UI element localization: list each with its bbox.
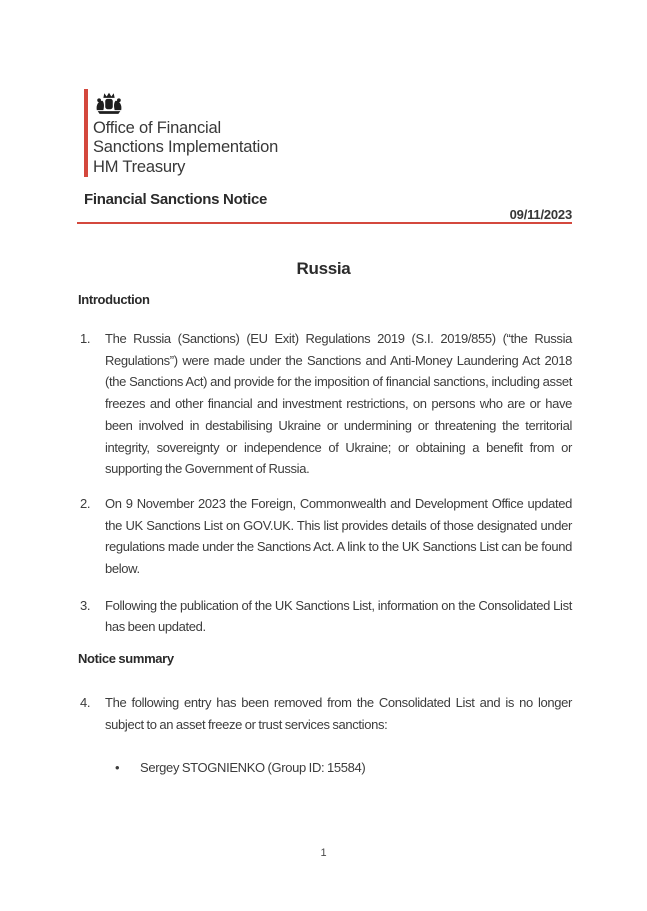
- notice-type-heading: Financial Sanctions Notice: [84, 191, 268, 208]
- document-title: Russia: [296, 259, 351, 278]
- bullet-icon: •: [115, 759, 120, 775]
- logo-line-3: HM Treasury: [93, 157, 186, 176]
- paragraph-1-text: The Russia (Sanctions) (EU Exit) Regulations 2019 (S.I. 2019/855) (“the Russia Regulations”) were made under the Sanctions and Anti-Money Laundering Act 2018 (the Sanctions Act) and provide for the imposition of financial sanctions, including asset freezes and other financial and investment restrictions, on persons who are or have been involved in destabilising Ukraine or undermining or threatening the territorial integrity, sovereignty or independence of Ukraine; or obtaining a benefit from or supporting the Government of Russia.: [105, 331, 572, 477]
- logo-line-1: Office of Financial: [93, 119, 221, 137]
- paragraph-2-text: On 9 November 2023 the Foreign, Commonwealth and Development Office updated the UK Sanctions List on GOV.UK. This list provides details of those designated under regulations made under the Sanctions Act. A link to the UK Sanctions List can be found below.: [105, 495, 572, 577]
- paragraph-4-number: 4.: [80, 695, 91, 711]
- paragraph-3-text: Following the publication of the UK Sanctions List, information on the Consolidated List has been updated.: [105, 597, 572, 635]
- removed-entry-text: Sergey STOGNIENKO (Group ID: 15584): [140, 759, 366, 775]
- royal-crest-icon: [93, 91, 125, 118]
- notice-summary-heading: Notice summary: [78, 651, 174, 667]
- page-number: 1: [320, 847, 327, 859]
- removed-entry-item: [78, 757, 572, 779]
- paragraph-1: [78, 328, 572, 480]
- paragraph-4-text: The following entry has been removed from the Consolidated List and is no longer subject to an asset freeze or trust services sanctions:: [105, 695, 572, 732]
- paragraph-2: [78, 493, 572, 580]
- introduction-heading: Introduction: [78, 292, 150, 307]
- logo-line-2: Sanctions Implementation: [93, 138, 279, 157]
- logo-org-name: [93, 119, 278, 177]
- paragraph-4: [78, 692, 572, 735]
- paragraph-1-number: 1.: [80, 331, 91, 346]
- notice-date: 09/11/2023: [509, 207, 572, 222]
- paragraph-3-number: 3.: [80, 597, 91, 613]
- logo-red-bar: [84, 89, 88, 177]
- header-divider-rule: [77, 222, 572, 224]
- paragraph-2-number: 2.: [80, 495, 91, 511]
- document-body: [78, 292, 572, 778]
- paragraph-3: [78, 595, 572, 638]
